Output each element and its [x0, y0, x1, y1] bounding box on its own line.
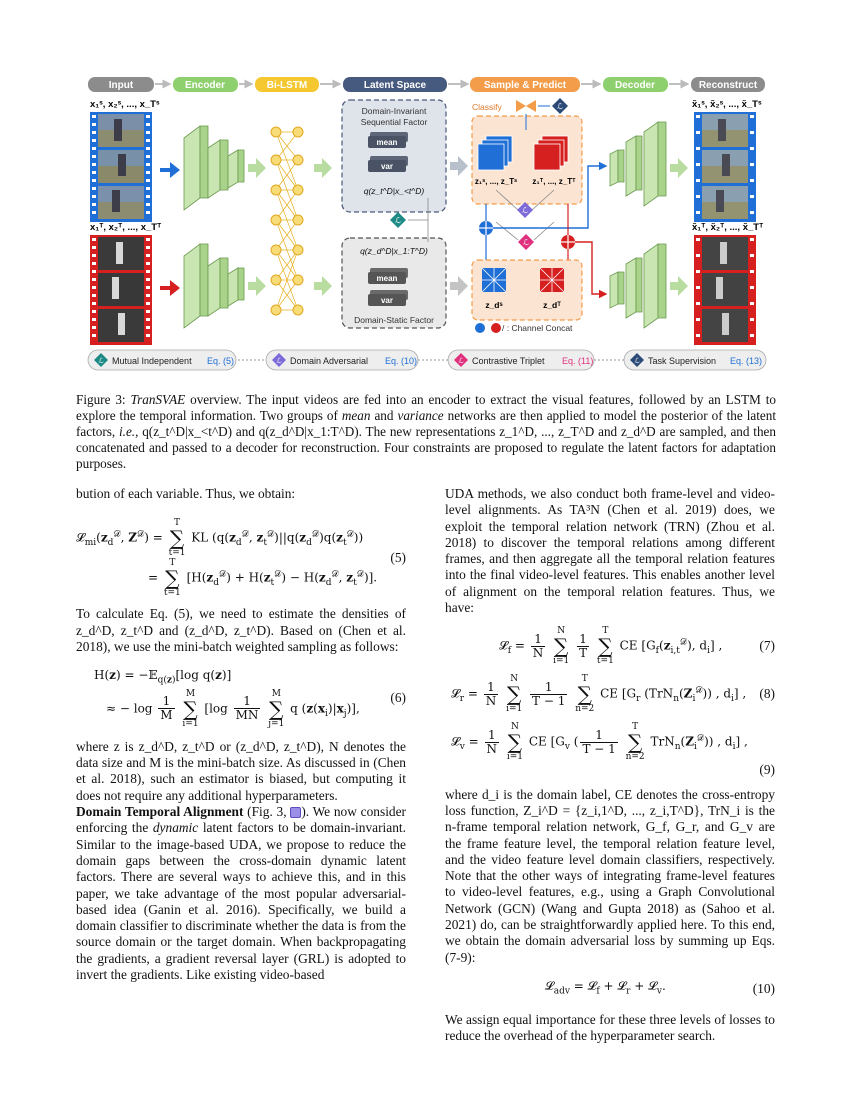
right-para-1: UDA methods, we also conduct both frame-level and video-level alignments. As TA³N (Chen et al. 2019) does, we exploit the temporal relation network (TRN) (Zhou et al. 2018) to discover the temporal relations among different frames, and then aggregate all the temporal relation features into the final video-level features. This enables another level of alignment on the temporal relation features. Thus, we have: [445, 486, 775, 616]
figure-caption: Figure 3: TranSVAE overview. The input videos are fed into an encoder to extract the visual features, followed by an LSTM to explore the temporal information. Two groups of mean and variance networks are then applied to model the posterior of the latent factors, i.e., q(z_t^D|x_<t^D) and q(z_d^D|x_1:T^D). The new representations z_1^D, ..., z_T^D and z_d^D are sampled, and then concatenated and passed to a decoder for reconstruction. Four constraints are proposed to regulate the latent factors for adaptation purposes. [76, 392, 776, 471]
bilstm-network [271, 127, 303, 315]
dynamic-factor-box [342, 100, 446, 212]
stage-input [88, 77, 154, 92]
input-source-label: x₁ˢ, x₂ˢ, ..., x_Tˢ [90, 99, 160, 110]
static-var-label: var [380, 296, 394, 305]
target-arrow-icon [160, 280, 180, 296]
stage-encoder [173, 77, 238, 92]
svg-text:z₁ᵀ, ..., z_Tᵀ: z₁ᵀ, ..., z_Tᵀ [532, 177, 576, 186]
target-video-strip [90, 235, 152, 345]
svg-text:z_dˢ: z_dˢ [485, 300, 503, 310]
legend-contrastive-triplet [448, 350, 594, 370]
svg-text:ℒ: ℒ [634, 358, 640, 365]
svg-text:Task Supervision: Task Supervision [648, 356, 717, 366]
svg-text:Domain Adversarial: Domain Adversarial [290, 356, 369, 366]
input-target-label: x₁ᵀ, x₂ᵀ, ..., x_Tᵀ [90, 222, 162, 233]
equation-7: 𝓛$_f$ = $\frac{1}{N}$ N ∑ i=1 $\frac{1}{T}$ T ∑ t=1 CE [$G_f(z_{i,t}^𝒟)$, $d_i$] , (7) [499, 626, 775, 667]
left-para-1: To calculate Eq. (5), we need to estimate the densities of z_d^D, z_t^D and (z_d^D, z_t^D). Based on (Chen et al. 2018), we use the mini-batch weighted sampling as follows: [76, 606, 406, 654]
target-concat-icon [561, 235, 575, 249]
svg-text:Domain-Static Factor: Domain-Static Factor [354, 315, 434, 325]
svg-text:Latent Space: Latent Space [363, 80, 427, 91]
left-para-3: Domain Temporal Alignment (Fig. 3, ). We now consider enforcing the dynamic latent factors to be domain-invariant. Similar to the image-based UDA, we propose to reduce the domain gaps between the cross-domain dynamic latent factors. There are several ways to achieve this, and in this paper, we take advantage of the most popular adversarial-based idea (Ganin et al. 2016). Specifically, we build a domain classifier to discriminate whether the data is from the source domain or the target domain. When backpropagating the gradients, a gradient reversal layer (GRL) is adopted to invert the gradients. Like existing video-based [76, 804, 407, 983]
right-para-2: where d_i is the domain label, CE denotes the cross-entropy loss function, Z_i^D = {z_i,1^D, ..., z_i,T^D}, TrN_i is the n-frame temporal relation network, G_f, G_r, and G_v are the frame feature level, the temporal relation feature level, and the video feature level domain classifiers, respectively. Note that the other ways of integrating frame-level features to video-level features, e.g., using a Graph Convolutional Network (GCN) (Wang and Gupta 2018) as (Sahoo et al. 2021) do, can be straightforwardly applied here. To this end, we obtain the domain adversarial loss by summing up Eqs. (7-9): [445, 786, 775, 965]
task-supervision-loss-icon [552, 98, 568, 114]
source-concat-icon [479, 221, 493, 235]
svg-text:ℒ: ℒ [522, 206, 528, 215]
right-column [445, 486, 775, 1044]
svg-text:Domain-Invariant: Domain-Invariant [361, 106, 427, 116]
dynamic-var-label: var [380, 162, 394, 171]
svg-text:Mutual Independent: Mutual Independent [112, 356, 192, 366]
svg-text:ℒ: ℒ [458, 358, 464, 365]
legend-domain-adversarial [266, 350, 418, 370]
legend-mutual-independent [88, 350, 236, 370]
section-heading: Domain Temporal Alignment [76, 804, 244, 820]
right-para-3: We assign equal importance for these three levels of losses to reduce the overhead of the hyperparameter search. [445, 1011, 775, 1043]
decoder-source [610, 122, 666, 206]
purple-square-icon [290, 807, 301, 818]
stage-decoder [603, 77, 668, 92]
legend-task-supervision [624, 350, 766, 370]
stage-bilstm [255, 77, 319, 92]
source-video-strip [90, 112, 152, 222]
svg-text:q(z_d^D|x_1:T^D): q(z_d^D|x_1:T^D) [360, 246, 428, 256]
svg-text:Bi-LSTM: Bi-LSTM [266, 80, 308, 91]
source-dynamic-cubes [478, 136, 512, 170]
svg-text:ℒ: ℒ [395, 216, 401, 225]
static-mean-label: mean [376, 274, 398, 283]
left-column [76, 486, 406, 983]
svg-text:ℒ: ℒ [276, 358, 282, 365]
constraint-legend [88, 350, 766, 370]
equation-8: 𝓛$_r$ = $\frac{1}{N}$ N ∑ i=1 $\frac{1}{T - 1}$ T ∑ n=2 CE [$G_r$ $(TrN_n(Z_i^𝒟))$ , $d_i$] , (8) [451, 674, 775, 715]
svg-text:z₁ˢ, ..., z_Tˢ: z₁ˢ, ..., z_Tˢ [474, 177, 518, 186]
decoder-target [610, 244, 666, 328]
stage-headers [88, 77, 765, 92]
recon-source-strip [694, 112, 756, 222]
left-para-2: where z is z_d^D, z_t^D or (z_d^D, z_t^D), N denotes the data size and M is the mini-batch size. As discussed in (Chen et al. 2018), such an estimator is biased, but computing it does not require any additional hyperparameters. [76, 738, 406, 803]
classifier-icon [516, 100, 550, 112]
recon-target-strip [694, 235, 756, 345]
svg-text:Encoder: Encoder [184, 80, 226, 91]
classify-label: Classify [472, 102, 502, 112]
svg-text:Eq. (10): Eq. (10) [385, 356, 418, 366]
svg-text:ℒ: ℒ [98, 358, 104, 365]
svg-text:Eq. (13): Eq. (13) [730, 356, 763, 366]
svg-text:z_dᵀ: z_dᵀ [543, 300, 561, 310]
svg-text:Input: Input [108, 80, 134, 91]
equation-9: 𝓛$_v$ = $\frac{1}{N}$ N ∑ i=1 CE [$G_v$ ( $\frac{1}{T - 1}$ T ∑ n=2 $TrN_n(Z_i^𝒟)$) , $d_i$] , (9) [451, 722, 775, 778]
svg-text:Eq. (11): Eq. (11) [562, 356, 594, 366]
stage-latent-space [343, 77, 447, 92]
stage-sample-predict [470, 77, 580, 92]
target-dynamic-cubes [534, 136, 568, 170]
svg-text:Contrastive Triplet: Contrastive Triplet [472, 356, 545, 366]
encoder-target [184, 244, 244, 328]
svg-text:ℒ: ℒ [557, 102, 563, 111]
static-factor-box [342, 238, 446, 328]
left-intro: bution of each variable. Thus, we obtain: [76, 486, 296, 501]
equation-10: 𝓛$_{adv}$ = 𝓛$_f$ + 𝓛$_r$ + 𝓛$_v$. (10) [545, 978, 775, 997]
channel-concat-legend [475, 323, 573, 333]
transvae-overview-figure [78, 70, 772, 380]
contrastive-triplet-loss-icon [496, 222, 554, 250]
source-arrow-icon [160, 162, 180, 178]
sample-predict-dynamic-box [472, 116, 582, 204]
equation-6: H(z) = −𝔼$_{q(z)}$[log q(z)] ≈ − log $\frac{1}{M}$ M ∑ i=1 [log $\frac{1}{MN}$ M ∑ j=1 q $(z(x_i)|x_j)$], (6) [94, 668, 406, 729]
svg-text:Sample & Predict: Sample & Predict [483, 80, 567, 91]
svg-text:/ : Channel Concat: / : Channel Concat [502, 323, 573, 333]
svg-text:Decoder: Decoder [614, 80, 656, 91]
sample-predict-static-box [472, 260, 582, 320]
svg-text:q(z_t^D|x_<t^D): q(z_t^D|x_<t^D) [363, 186, 425, 196]
svg-text:Reconstruct: Reconstruct [698, 80, 758, 91]
stage-reconstruct [691, 77, 765, 92]
recon-source-label: x̃₁ˢ, x̃₂ˢ, ..., x̃_Tˢ [692, 99, 762, 110]
encoder-source [184, 126, 244, 210]
svg-text:ℒ: ℒ [523, 238, 529, 247]
svg-text:Eq. (5): Eq. (5) [207, 356, 235, 366]
target-static-cube [540, 268, 564, 292]
recon-target-label: x̃₁ᵀ, x̃₂ᵀ, ..., x̃_Tᵀ [692, 222, 764, 233]
dynamic-mean-label: mean [376, 138, 398, 147]
source-static-cube [482, 268, 506, 292]
equation-5: $𝓛_{mi}(z_d^𝒟$, $Z^𝒟) = T$ ∑ t=1 KL ($q(z_d^𝒟$, $z_t^𝒟)||q(z_d^𝒟)q(z_t^𝒟)$) = T ∑ t=1 [$H(z_d^𝒟) + H(z_t^𝒟) - H(z_d^𝒟$, $z_t^𝒟$)]. (5) [76, 518, 406, 599]
svg-text:Sequential Factor: Sequential Factor [360, 117, 428, 127]
